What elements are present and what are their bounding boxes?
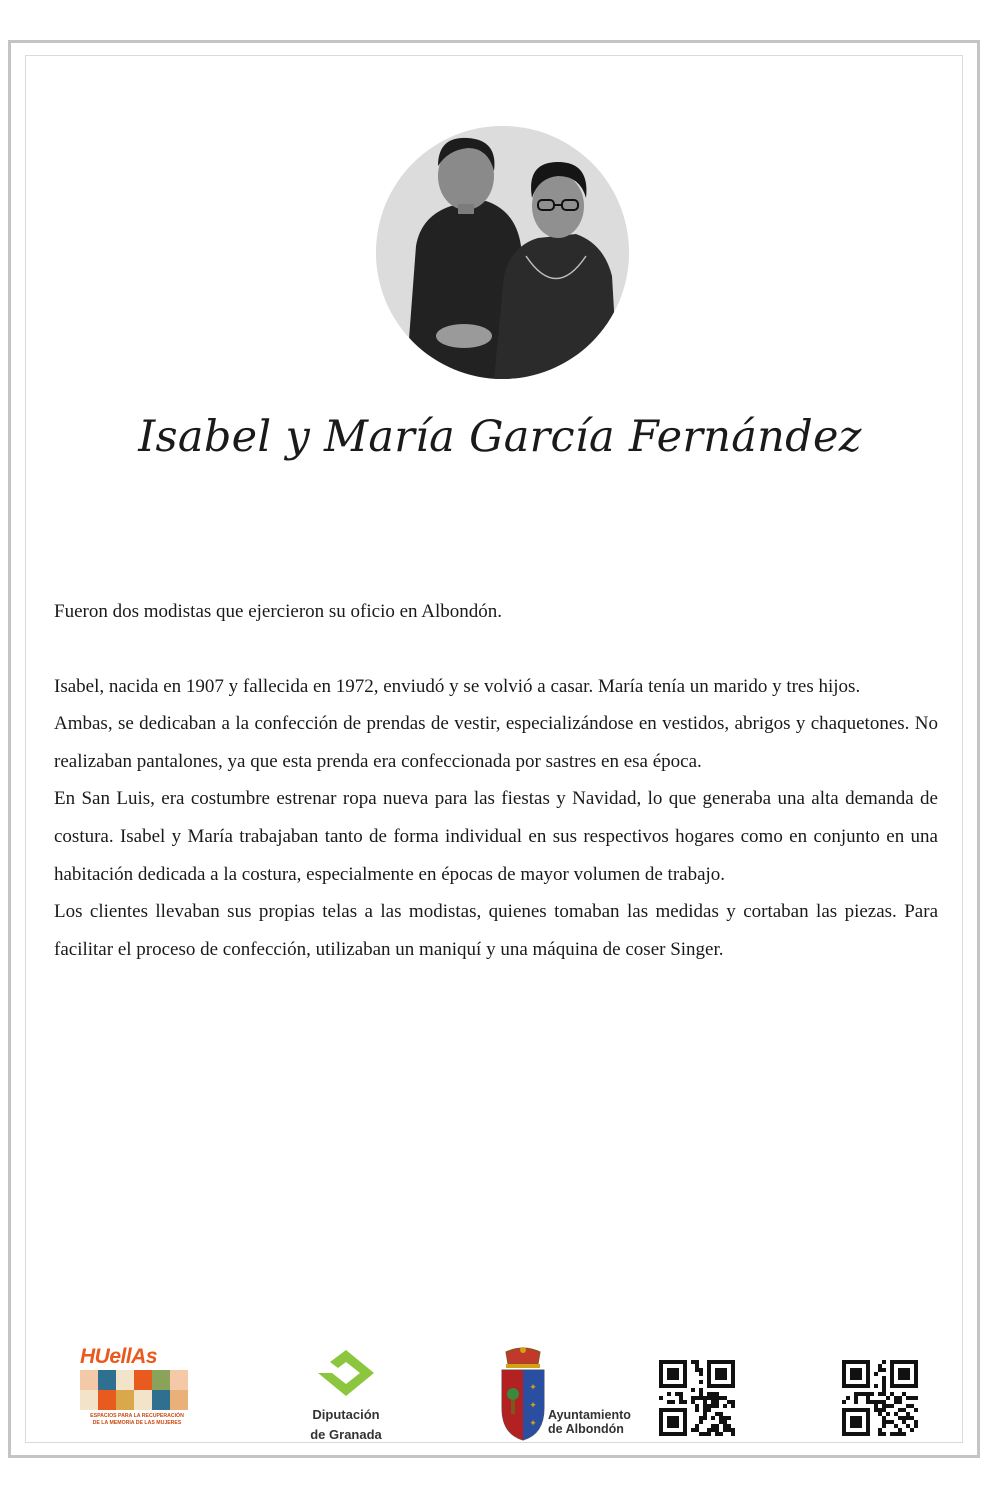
intro-paragraph: Fueron dos modistas que ejercieron su oficio en Albondón. — [54, 601, 503, 622]
qr-code-icon[interactable] — [842, 1360, 918, 1436]
huellas-subtitle-2: DE LA MEMORIA DE LAS MUJERES — [92, 1420, 182, 1426]
ayuntamiento-line1: Ayuntamiento — [548, 1408, 631, 1422]
svg-text:✦: ✦ — [529, 1383, 537, 1393]
diputacion-emblem-icon — [294, 1348, 398, 1398]
paragraph: Los clientes llevaban sus propias telas a las modistas, quienes tomaban las medidas y cortaban las piezas. Para facilitar el proceso de confección, utilizaban un maniquí y una máquina de coser Singer. — [54, 901, 938, 960]
paragraph: En San Luis, era costumbre estrenar ropa nueva para las fiestas y Navidad, lo que generaba una alta demanda de costura. Isabel y María trabajaban tanto de forma individual en sus respectivos hogares como en conjunto en una habitación dedicada a la costura, especialmente en épocas de mayor volumen de trabajo. — [54, 788, 938, 885]
qr-code-icon[interactable] — [659, 1360, 735, 1436]
coat-of-arms-icon — [496, 1346, 550, 1442]
page-title: Isabel y María García Fernández — [138, 412, 862, 462]
paragraph: Isabel, nacida en 1907 y fallecida en 1972, enviudó y se volvió a casar. María tenía un marido y tres hijos. — [54, 675, 861, 697]
portrait-illustration — [376, 126, 629, 379]
qr-code-graphic — [842, 1360, 918, 1436]
qr-code-graphic — [659, 1360, 735, 1436]
portrait-photo — [376, 126, 629, 379]
huellas-mosaic-icon — [80, 1370, 188, 1410]
paragraph: Ambas, se dedicaban a la confección de prendas de vestir, especializándose en vestidos, abrigos y chaquetones. No realizaban pantalones, ya que esta prenda era confeccionada por sastres en esa época. — [54, 713, 938, 772]
ayuntamiento-logo — [496, 1346, 656, 1442]
diputacion-logo — [294, 1348, 398, 1442]
svg-text:✦: ✦ — [529, 1419, 537, 1429]
svg-text:✦: ✦ — [529, 1401, 537, 1411]
ayuntamiento-text — [548, 1408, 631, 1436]
ayuntamiento-line2: de Albondón — [548, 1422, 624, 1436]
huellas-logo-title: HUellAs — [80, 1345, 158, 1368]
footer-logos — [0, 1340, 1000, 1450]
diputacion-line2: de Granada — [310, 1427, 382, 1442]
huellas-subtitle-1: ESPACIOS PARA LA RECUPERACIÓN — [90, 1413, 184, 1419]
body-text — [54, 593, 938, 968]
huellas-logo — [80, 1346, 194, 1436]
diputacion-line1: Diputación — [312, 1407, 380, 1422]
